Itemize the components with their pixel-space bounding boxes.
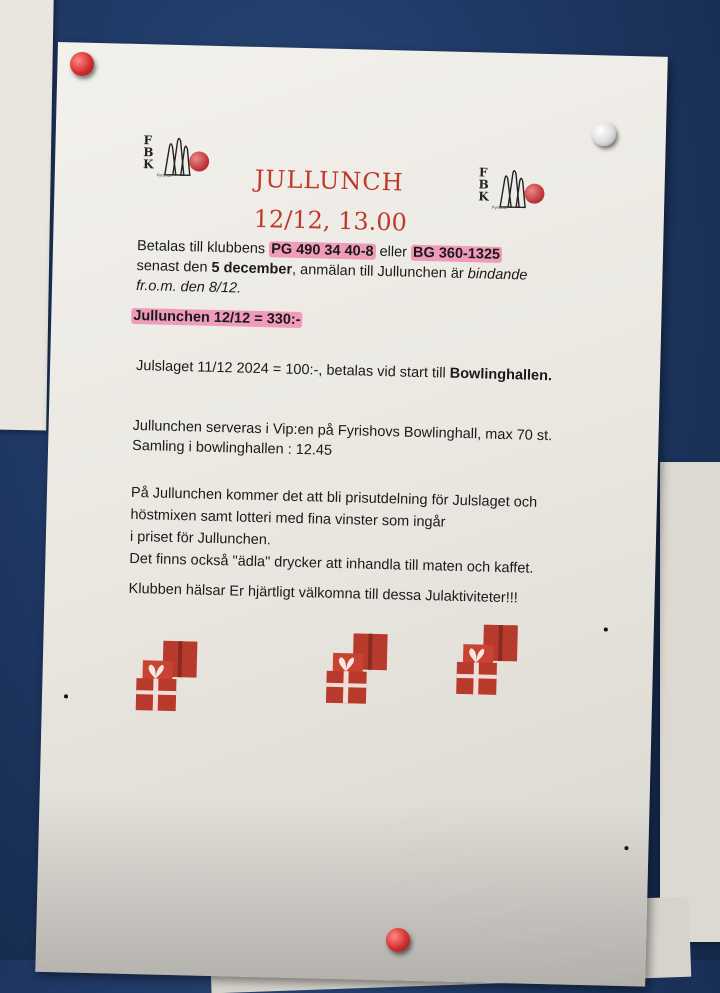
bowling-ball-icon	[189, 151, 209, 171]
logo-letters: F B K	[478, 165, 489, 204]
bg-account: BG 360-1325	[412, 244, 501, 263]
poster-title: JULLUNCH	[254, 164, 404, 197]
deadline: 5 december	[211, 259, 293, 278]
gift-boxes-icon	[324, 627, 406, 709]
poster-date: 12/12, 13.00	[253, 204, 408, 237]
julslaget-info: Julslaget 11/12 2024 = 100:-, betalas vid start till Bowlinghallen.	[135, 358, 553, 385]
red-push-pin-icon	[70, 52, 94, 76]
logo-letters: F B K	[142, 133, 154, 172]
bowling-club-logo-left	[143, 132, 214, 184]
payment-info: Betalas till klubbens PG 490 34 40-8 eller BG 360-1325 senast den 5 december, anmälan till Jullunchen är bindande fr.o.m. den 8/12.	[135, 237, 528, 297]
red-push-pin-icon	[386, 928, 410, 952]
bowling-club-logo-right	[478, 164, 549, 216]
logo-subtitle: Fyrishov	[492, 204, 508, 211]
price-line: Jullunchen 12/12 = 330:-	[133, 307, 301, 329]
gift-boxes-icon	[454, 618, 536, 700]
gift-boxes-icon	[134, 634, 216, 716]
bowling-ball-icon	[524, 183, 544, 203]
adjacent-paper-right	[660, 462, 720, 942]
pin-hole	[604, 628, 608, 632]
jullunch-poster	[35, 42, 668, 987]
bowling-pins-icon	[494, 169, 529, 210]
pin-hole	[64, 694, 68, 698]
adjacent-paper-left	[0, 0, 54, 430]
pin-hole	[624, 846, 628, 850]
white-push-pin-icon	[592, 122, 616, 146]
pg-account: PG 490 34 40-8	[271, 241, 374, 260]
prize-info: På Jullunchen kommer det att bli prisutdelning för Julslaget och höstmixen samt lotteri med fina vinster som ingår i priset för Jullunchen. Det finns också "ädla" drycker att inhandla till maten och kaffet. Klubben hälsar Er hjärtligt välkomna till dessa Julaktiviteter!!!	[128, 484, 538, 607]
logo-subtitle: Fyrishov	[156, 172, 172, 178]
bowling-pins-icon	[156, 137, 194, 178]
venue-info: Jullunchen serveras i Vip:en på Fyrishovs Bowlinghall, max 70 st. Samling i bowlinghallen : 12.45	[131, 417, 553, 459]
